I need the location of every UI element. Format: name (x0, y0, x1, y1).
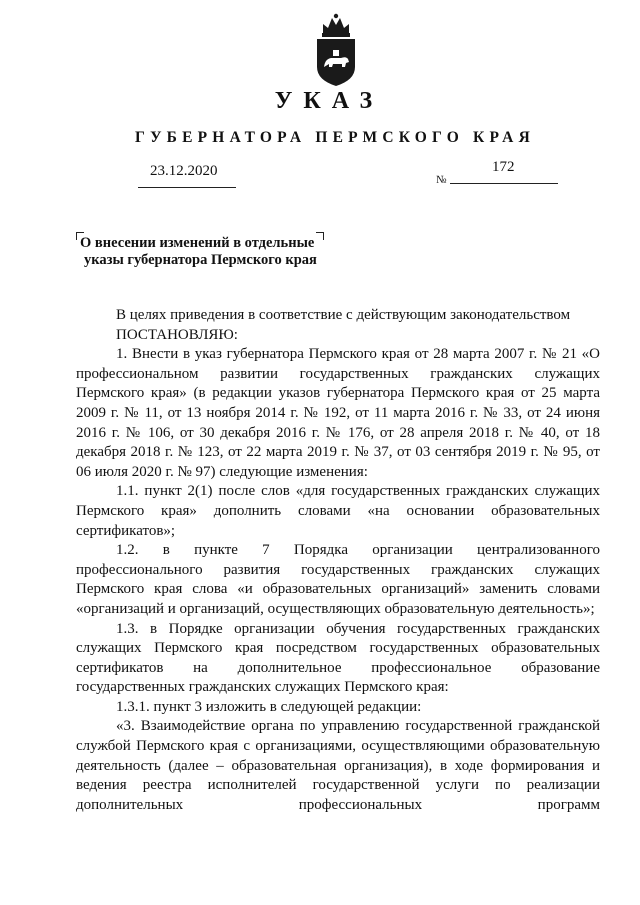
document-body (76, 306, 600, 815)
document-subtitle: ГУБЕРНАТОРА ПЕРМСКОГО КРАЯ (135, 129, 535, 146)
document-title: УКАЗ (274, 88, 384, 114)
subject-line-1: О внесении изменений в отдельные (80, 235, 315, 251)
body-paragraph-item-1-1: 1.1. пункт 2(1) после слов «для государственных гражданских служащих Пермского края» дополнить словами «на основании образовательных сертификатов»; (76, 483, 600, 539)
body-paragraph-item-1: 1. Внести в указ губернатора Пермского края от 28 марта 2007 г. № 21 «О профессиональном развитии государственных гражданских служащих Пермского края» (в редакции указов губернатора Пермского края от 25 марта 2009 г. № 11, от 13 ноября 2014 г. № 192, от 11 марта 2016 г. № 33, от 24 июня 2016 г. № 106, от 30 декабря 2016 г. № 176, от 28 апреля 2018 г. № 40, от 18 декабря 2018 г. № 123, от 22 марта 2019 г. № 37, от 03 сентября 2019 г. № 95, от 06 июля 2020 г. № 97) следующие изменения: (76, 346, 600, 480)
body-paragraph-decree: ПОСТАНОВЛЯЮ: (116, 326, 238, 343)
document-subject (80, 235, 317, 269)
subject-bracket-right (316, 232, 324, 240)
number-underline (450, 183, 558, 184)
subject-line-2: указы губернатора Пермского края (84, 252, 317, 268)
date-underline (138, 187, 236, 188)
body-paragraph-quote: «3. Взаимодействие органа по управлению государственной гражданской службой Пермского края с организациями, осуществляющими образовательную деятельность (далее – образовательная организация), в ходе формирования и ведения реестра исполнителей государственной услуги по реализации дополнительных профессиональных программ (76, 718, 600, 813)
document-number: 172 (492, 159, 515, 175)
coat-of-arms-icon (311, 12, 361, 88)
document-date: 23.12.2020 (150, 163, 218, 179)
number-sign: № (436, 174, 447, 186)
body-paragraph-item-1-3-1: 1.3.1. пункт 3 изложить в следующей редакции: (116, 698, 422, 715)
body-paragraph-preamble: В целях приведения в соответствие с действующим законодательством (116, 307, 571, 323)
body-paragraph-item-1-2: 1.2. в пункте 7 Порядка организации централизованного профессионального развития государственных гражданских служащих Пермского края слова «и образовательных организаций» заменить словами «организаций и организаций, осуществляющих образовательную деятельность»; (76, 542, 600, 617)
body-paragraph-item-1-3: 1.3. в Порядке организации обучения государственных гражданских служащих Пермского края посредством государственных образовательных сертификатов на дополнительное профессиональное образование государственных гражданских служащих Пермского края: (76, 620, 600, 696)
